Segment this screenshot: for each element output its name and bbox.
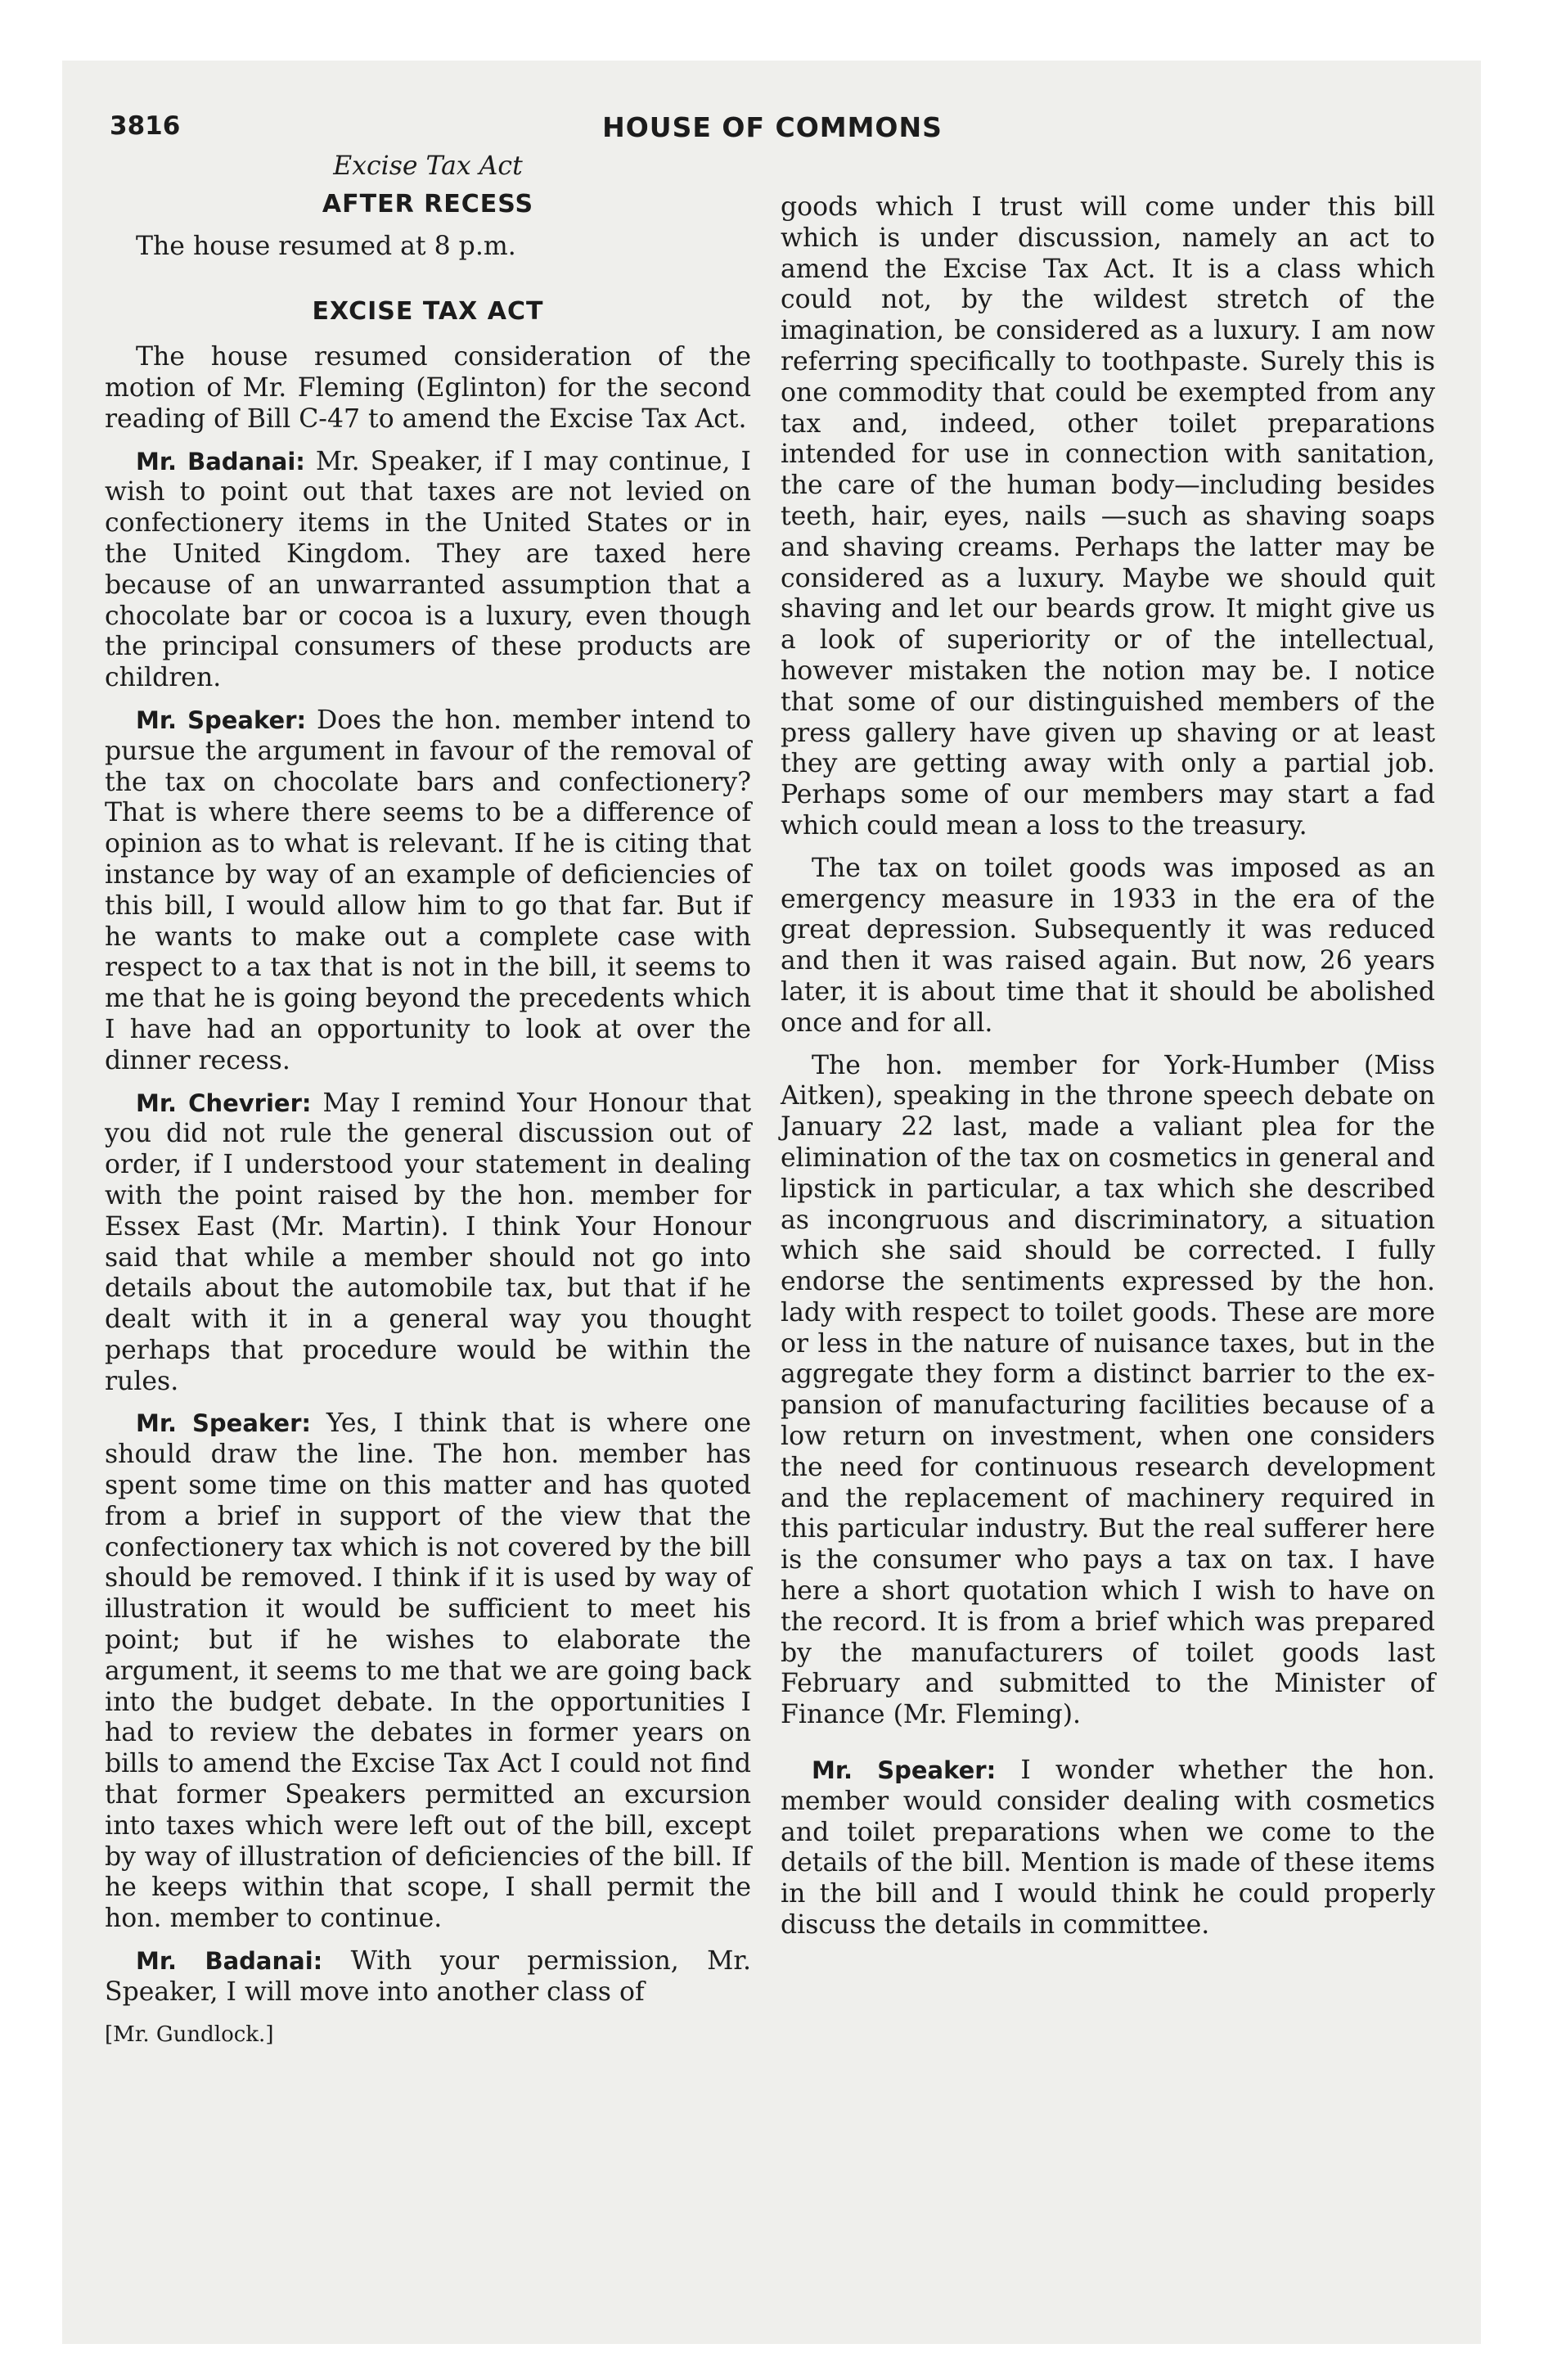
paragraph-chevrier — [105, 1089, 751, 1398]
right-column — [781, 192, 1435, 1953]
speaker-name: Mr. Speaker: — [812, 1756, 997, 1785]
paragraph-badanai-2 — [105, 1946, 751, 2008]
paragraph-speaker-2 — [105, 1409, 751, 1935]
page-header — [110, 111, 1435, 157]
paragraph-badanai-1 — [105, 447, 751, 694]
speech-text: I wonder whether the hon. member would consider dealing with cosmetics and toilet preparations when we come to the details of the bill. Mention is made of these items in the bill and I would think he could properly discuss the details in committee. — [781, 1756, 1435, 1941]
speaker-name: Mr. Speaker: — [136, 1409, 311, 1438]
speech-text: May I remind Your Honour that you did not rule the general discussion out of order, if I understood your statement in dealing with the point raised by the hon. member for Essex East (Mr. Martin). I think Your Honour said that while a member should not go into details about the automobile tax, but that if he dealt with it in a general way you thought perhaps that procedure would be within the rules. — [105, 1088, 751, 1396]
excise-tax-act-heading: EXCISE TAX ACT — [312, 297, 544, 327]
speaker-name: Mr. Badanai: — [136, 1947, 323, 1976]
speech-text: Yes, I think that is where one should draw the line. The hon. member has spent some time on this matter and has quoted from a brief in support of the view that the confectionery tax which is not covered by the bill should be removed. I think if it is used by way of illustration it would be sufficient to meet his point; but if he wishes to elaborate the argument, it seems to me that we are going back into the budget debate. In the opportunities I had to review the debates in former years on bills to amend the Excise Tax Act I could not find that former Speakers permitted an excursion into taxes which were left out of the bill, except by way of illustration of deficiencies of the bill. If he keeps within that scope, I shall permit the hon. member to continue. — [105, 1409, 751, 1934]
speech-text: Mr. Speaker, if I may continue, I wish to point out that taxes are not levied on confectionery items in the United States or in the United Kingdom. They are taxed here because of an unwarranted assumption that a chocolate bar or cocoa is a luxury, even though the principal consumers of these products are children. — [105, 446, 751, 693]
paragraph-speaker-1 — [105, 705, 751, 1077]
footer-note: [Mr. Gundlock.] — [105, 2022, 274, 2047]
speech-text: With your permission, Mr. Speaker, I will move into another class of — [105, 1946, 751, 2007]
paragraph-motion: The house resumed consideration of the motion of Mr. Fleming (Eglinton) for the second reading of Bill C-47 to amend the Excise Tax Act. — [105, 342, 751, 434]
paragraph-toilet-tax: The tax on toilet goods was imposed as an emergency measure in 1933 in the era of the great depression. Subsequently it was reduced and then it was raised again. But now, 26 years later, it is about time that it should be abolished once and for all. — [781, 853, 1435, 1038]
resumed-line: The house resumed at 8 p.m. — [136, 231, 516, 261]
paragraph-york-humber: The hon. member for York-Humber (Miss Aitken), speaking in the throne speech debate on January 22 last, made a valiant plea for the elimination of the tax on cosmetics in general and lipstick in particular, a tax which she described as incongruous and discriminatory, a situation which she said should be corrected. I fully endorse the sentiments expressed by the hon. lady with respect to toilet goods. These are more or less in the nature of nuisance taxes, but in the aggregate they form a distinct barrier to the expansion of manufacturing facilities because of a low return on investment, when one considers the need for continuous research development and the replacement of machinery required in this particular industry. But the real sufferer here is the consumer who pays a tax on tax. I have here a short quotation which I wish to have on the record. It is from a brief which was prepared by the manufacturers of toilet goods last February and submitted to the Minister of Finance (Mr. Fleming). — [781, 1050, 1435, 1730]
paragraph-toothpaste: goods which I trust will come under this bill which is under discussion, namely an act to amend the Excise Tax Act. It is a class which could not, by the wildest stretch of the imagination, be considered as a luxury. I am now referring specifically to toothpaste. Surely this is one commodity that could be exempted from any tax and, indeed, other toilet preparations intended for use in connection with sanitation, the care of the human body—including besides teeth, hair, eyes, nails —such as shaving soaps and shaving creams. Perhaps the latter may be considered as a luxury. Maybe we should quit shaving and let our beards grow. It might give us a look of superiority or of the intellectual, however mistaken the notion may be. I notice that some of our distinguished members of the press gallery have given up shaving or at least they are getting away with only a partial job. Perhaps some of our members may start a fad which could mean a loss to the treasury. — [781, 192, 1435, 841]
left-column — [105, 151, 751, 2062]
running-head: HOUSE OF COMMONS — [602, 111, 943, 143]
speech-text: Does the hon. member intend to pursue the argument in favour of the removal of the tax on chocolate bars and confectionery? That is where there seems to be a difference of opinion as to what is relevant. If he is citing that instance by way of an example of deficiencies of this bill, I would allow him to go that far. But if he wants to make out a complete case with respect to a tax that is not in the bill, it seems to me that he is going beyond the precedents which I have had an opportunity to look at over the dinner recess. — [105, 705, 751, 1075]
section-label: Excise Tax Act — [333, 151, 523, 181]
speaker-name: Mr. Speaker: — [136, 705, 307, 734]
after-recess-heading: AFTER RECESS — [322, 189, 534, 219]
paragraph-speaker-3 — [781, 1756, 1435, 1941]
page-number: 3816 — [110, 111, 181, 141]
speaker-name: Mr. Chevrier: — [136, 1089, 312, 1117]
speaker-name: Mr. Badanai: — [136, 447, 305, 476]
